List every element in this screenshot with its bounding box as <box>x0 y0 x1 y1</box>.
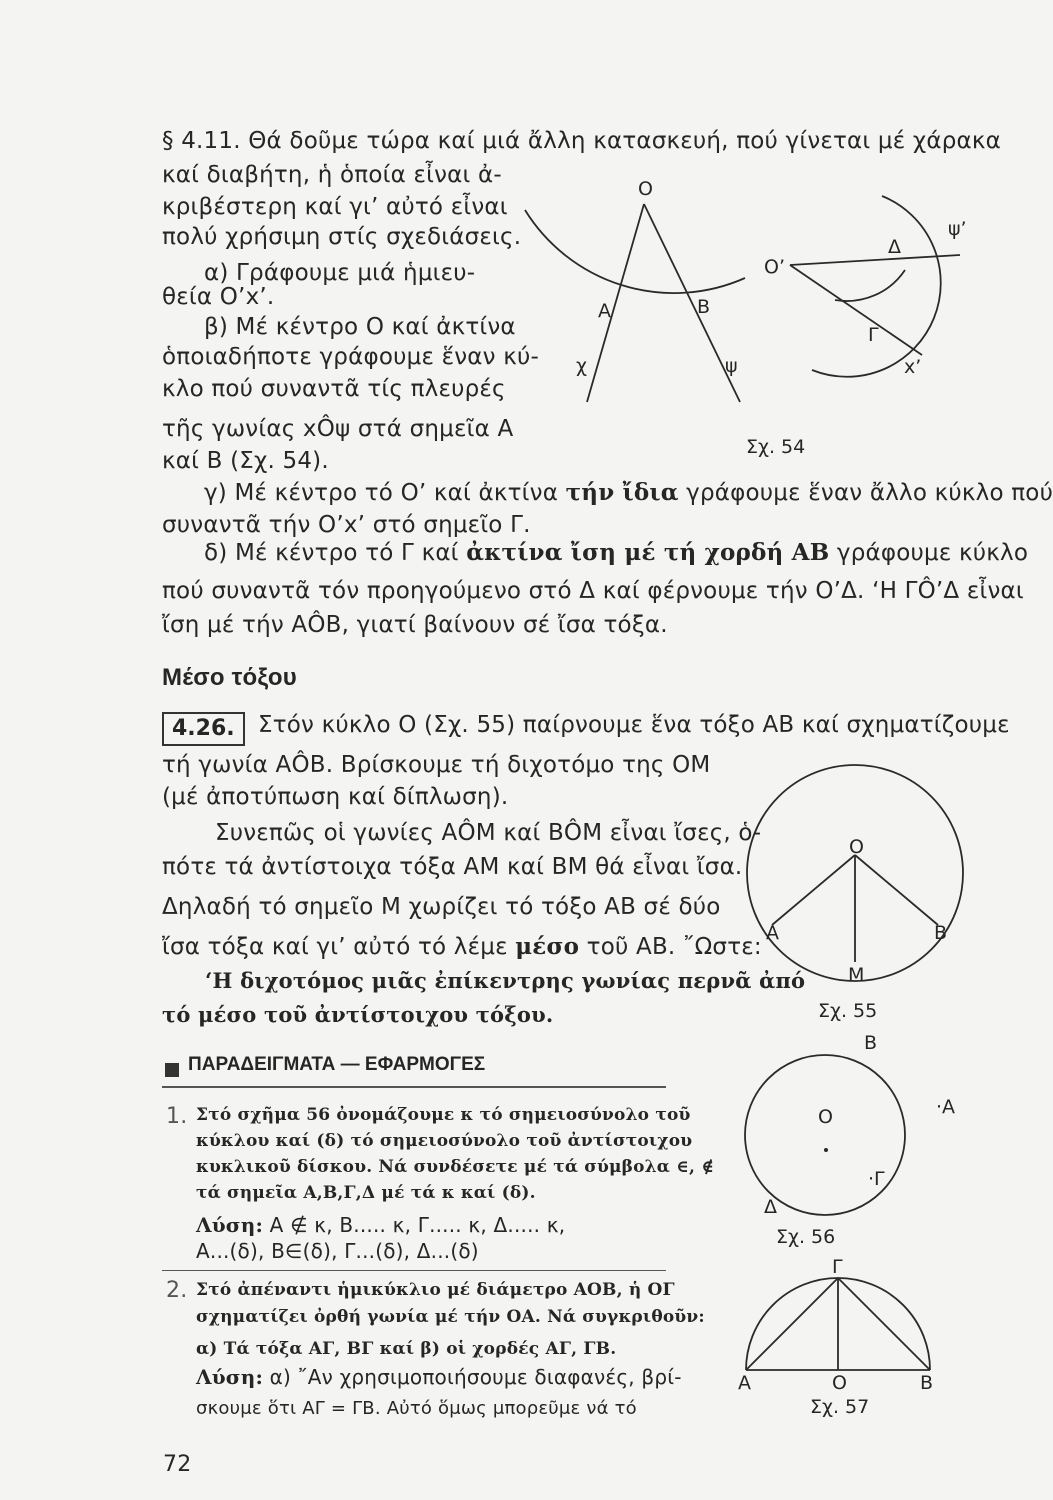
section-line: α) Γράφουμε μιά ἡμιευ- <box>204 260 476 286</box>
fig54-ray-x2 <box>790 265 922 355</box>
fig54-label-psi2: ψ’ <box>948 218 967 240</box>
example-line: τά σημεῖα Α,Β,Γ,Δ μέ τά κ καί (δ). <box>196 1183 536 1203</box>
fig54-label-Delta: Δ <box>888 236 901 258</box>
fig56-label-G: ·Γ <box>868 1168 885 1190</box>
section-line: κλο πού συναντᾶ τίς πλευρές <box>162 376 506 402</box>
section-line: καί Β (Σχ. 54). <box>162 448 329 474</box>
fig56-label-A: ·Α <box>936 1096 956 1118</box>
example-line: Στό σχῆμα 56 ὀνομάζουμε κ τό σημειοσύνολο τοῦ <box>196 1105 691 1125</box>
fig57-label-B: Β <box>920 1372 934 1394</box>
fig56-label-B: Β <box>864 1032 878 1054</box>
paragraph-line: ἴσα τόξα καί γι’ αὐτό τό λέμε μέσο τοῦ ΑΒ. ῎Ωστε: <box>162 933 762 960</box>
paragraph-line: πότε τά ἀντίστοιχα τόξα ΑΜ καί ΒΜ θά εἶναι ἴσα. <box>162 854 743 880</box>
theorem-line: τό μέσο τοῦ ἀντίστοιχου τόξου. <box>162 1002 554 1027</box>
fig55-label-B: Β <box>934 922 948 944</box>
section-line: ὁποιαδήποτε γράφουμε ἕναν κύ- <box>162 344 539 370</box>
paragraph-line: Δηλαδή τό σημεῖο Μ χωρίζει τό τόξο ΑΒ σέ δύο <box>162 894 721 920</box>
paragraph-line: Συνεπῶς οἱ γωνίες ΑÔΜ καί ΒÔΜ εἶναι ἴσες, ὁ- <box>215 820 762 846</box>
section-line: β) Μέ κέντρο Ο καί ἀκτίνα <box>204 314 516 340</box>
section-line: θεία Ο’x’. <box>162 284 275 310</box>
paragraph-line: (μέ ἀποτύπωση καί δίπλωση). <box>162 784 509 810</box>
fig54-label-A: Α <box>598 300 611 322</box>
section-line: καί διαβήτη, ἡ ὁποία εἶναι ἀ- <box>162 162 502 188</box>
fig55-label-M: M <box>848 964 865 986</box>
example-line: Στό ἀπέναντι ἡμικύκλιο μέ διάμετρο ΑΟΒ, ἡ ΟΓ <box>196 1280 675 1300</box>
fig57-label-O: O <box>832 1372 847 1394</box>
paragraph-number-box: 4.26. <box>162 712 245 746</box>
example-number: 2. <box>166 1278 188 1303</box>
section-line: § 4.11. Θά δοῦμε τώρα καί μιά ἄλλη κατασκευή, πού γίνεται μέ χάρακα <box>162 128 1002 154</box>
fig57-chord-gb <box>838 1278 930 1370</box>
fig56-caption: Σχ. 56 <box>776 1226 836 1248</box>
fig54-label-O2: Ο’ <box>764 256 785 278</box>
section-line: πού συναντᾶ τόν προηγούμενο στό Δ καί φέρνουμε τήν Ο’Δ. ‘Η ΓÔ’Δ εἶναι <box>162 578 1024 604</box>
fig55-label-O: O <box>849 836 864 858</box>
fig54-label-psi: ψ <box>725 355 738 377</box>
fig54-label-x2: x’ <box>904 356 922 378</box>
fig57-caption: Σχ. 57 <box>810 1396 870 1418</box>
fig54-ray-psi2 <box>790 255 960 265</box>
paragraph-line: τή γωνία ΑÔΒ. Βρίσκουμε τή διχοτόμο της ΟΜ <box>162 752 711 778</box>
solution-line: σκουμε ὅτι ΑΓ = ΓΒ. Αὐτό ὅμως μπορεῦμε νά τό <box>196 1398 637 1419</box>
example-line: σχηματίζει ὀρθή γωνία μέ τήν ΟΑ. Νά συγκριθοῦν: <box>196 1307 705 1327</box>
fig55-radius-a <box>772 855 855 925</box>
fig55-radius-b <box>855 855 938 925</box>
solution-line: Α...(δ), Β∈(δ), Γ...(δ), Δ...(δ) <box>196 1239 479 1263</box>
fig54-caption: Σχ. 54 <box>746 436 806 458</box>
fig54-arc-left <box>525 210 745 293</box>
fig54-arc-right <box>812 196 941 377</box>
fig56-label-D: Δ <box>764 1196 777 1218</box>
fig56-center-dot <box>824 1148 828 1152</box>
fig57-chord-ag <box>746 1278 838 1370</box>
solution-line: Λύση: Α ∉ κ, Β..... κ, Γ..... κ, Δ..... κ, <box>196 1213 566 1237</box>
section-line: ἴση μέ τήν ΑÔΒ, γιατί βαίνουν σέ ἴσα τόξα. <box>162 612 668 638</box>
section-line: δ) Μέ κέντρο τό Γ καί ἀκτίνα ἴση μέ τή χορδή ΑΒ γράφουμε κύκλο <box>204 539 1029 566</box>
fig57-label-A: Α <box>738 1372 751 1394</box>
fig57-label-G: Γ <box>832 1256 843 1278</box>
fig54-label-O: O <box>638 178 653 200</box>
fig55-caption: Σχ. 55 <box>818 1000 878 1022</box>
example-number: 1. <box>166 1104 188 1129</box>
example-line: α) Τά τόξα ΑΓ, ΒΓ καί β) οἱ χορδές ΑΓ, ΓΒ. <box>196 1339 617 1359</box>
section-line: τῆς γωνίας xÔψ στά σημεῖα Α <box>162 416 514 442</box>
fig54-label-x: χ <box>576 355 587 377</box>
fig55-label-A: Α <box>766 922 779 944</box>
section-heading: Μέσο τόξου <box>162 664 297 691</box>
fig56-circle <box>745 1055 905 1215</box>
section-line: πολύ χρήσιμη στίς σχεδιάσεις. <box>162 224 522 250</box>
examples-heading: ΠΑΡΑΔΕΙΓΜΑΤΑ — ΕΦΑΡΜΟΓΕΣ <box>188 1054 486 1075</box>
fig54-label-Gamma: Γ <box>868 324 879 346</box>
example-line: κύκλου καί (δ) τό σημειοσύνολο τοῦ ἀντίστοιχου <box>196 1131 693 1151</box>
theorem-line: ‘Η διχοτόμος μιᾶς ἐπίκεντρης γωνίας περνᾶ ἀπό <box>205 968 806 993</box>
fig56-label-O: O <box>818 1106 833 1128</box>
example-line: κυκλικοῦ δίσκου. Νά συνδέσετε μέ τά σύμβολα ∈, ∉ <box>196 1157 714 1177</box>
paragraph-line: Στόν κύκλο Ο (Σχ. 55) παίρνουμε ἕνα τόξο ΑΒ καί σχηματίζουμε <box>258 712 1010 738</box>
section-line: γ) Μέ κέντρο τό Ο’ καί ἀκτίνα τήν ἴδια γράφουμε ἕναν ἄλλο κύκλο πού <box>204 479 1053 506</box>
section-line: συναντᾶ τήν Ο’x’ στό σημεῖο Γ. <box>162 512 531 538</box>
solution-line: Λύση: α) ῎Αν χρησιμοποιήσουμε διαφανές, βρί- <box>196 1365 682 1389</box>
fig54-ray-x <box>587 204 644 402</box>
fig54-arc-gamma <box>835 270 905 301</box>
section-line: κριβέστερη καί γι’ αὐτό εἶναι <box>162 194 508 220</box>
page-number: 72 <box>163 1452 192 1477</box>
fig54-label-B: Β <box>697 296 711 318</box>
